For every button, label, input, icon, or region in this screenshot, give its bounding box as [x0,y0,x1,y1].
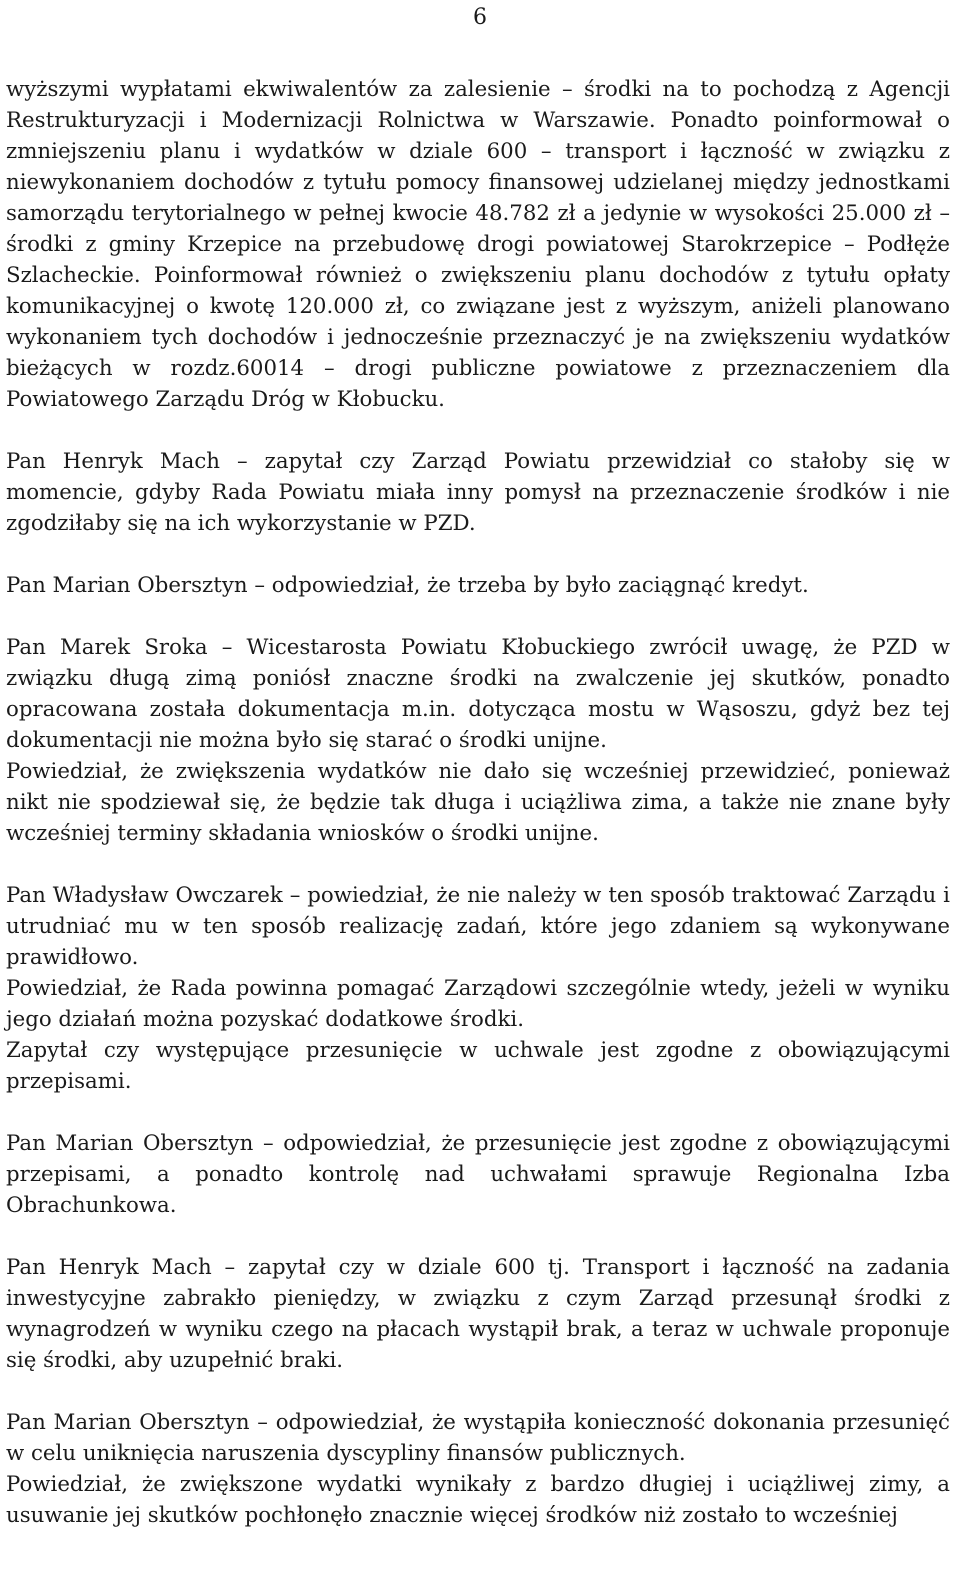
paragraph-wladyslaw-owczarek-continued-1: Powiedział, że Rada powinna pomagać Zarządowi szczególnie wtedy, jeżeli w wyniku jego działań można pozyskać dodatkowe środki. [6,976,950,1032]
paragraph-marian-obersztyn-answer-3: Pan Marian Obersztyn – odpowiedział, że wystąpiła konieczność dokonania przesunięć w celu uniknięcia naruszenia dyscypliny finansów publicznych. [6,1410,950,1466]
paragraph-marek-sroka-remark: Pan Marek Sroka – Wicestarosta Powiatu Kłobuckiego zwrócił uwagę, że PZD w związku długą zimą poniósł znaczne środki na zwalczenie jej skutków, ponadto opracowana została dokumentacja m.in. dotycząca mostu w Wąsoszu, gdyż bez tej dokumentacji nie można było się starać o środki unijne. [6,635,950,753]
paragraph-marian-obersztyn-answer-2: Pan Marian Obersztyn – odpowiedział, że przesunięcie jest zgodne z obowiązującymi przepisami, a ponadto kontrolę nad uchwałami sprawuje Regionalna Izba Obrachunkowa. [6,1131,950,1218]
paragraph-budget-changes: wyższymi wypłatami ekwiwalentów za zalesienie – środki na to pochodzą z Agencji Restrukturyzacji i Modernizacji Rolnictwa w Warszawie. Ponadto poinformował o zmniejszeniu planu i wydatków w dziale 600 – transport i łączność w związku z niewykonaniem dochodów z tytułu pomocy finansowej udzielanej między jednostkami samorządu terytorialnego w pełnej kwocie 48.782 zł a jedynie w wysokości 25.000 zł – środki z gminy Krzepice na przebudowę drogi powiatowej Starokrzepice – Podłęże Szlacheckie. Poinformował również o zwiększeniu planu dochodów z tytułu opłaty komunikacyjnej o kwotę 120.000 zł, co związane jest z wyższym, aniżeli planowano wykonaniem tych dochodów i jednocześnie przeznaczyć je na zwiększeniu wydatków bieżących w rozdz.60014 – drogi publiczne powiatowe z przeznaczeniem dla Powiatowego Zarządu Dróg w Kłobucku. [6,77,950,412]
paragraph-wladyslaw-owczarek-remark: Pan Władysław Owczarek – powiedział, że nie należy w ten sposób traktować Zarządu i utrudniać mu w ten sposób realizację zadań, które jego zdaniem są wykonywane prawidłowo. [6,883,950,970]
paragraph-wladyslaw-owczarek-continued-2: Zapytał czy występujące przesunięcie w uchwale jest zgodne z obowiązującymi przepisami. [6,1038,950,1094]
paragraph-henryk-mach-question-1: Pan Henryk Mach – zapytał czy Zarząd Powiatu przewidział co stałoby się w momencie, gdyby Rada Powiatu miała inny pomysł na przeznaczenie środków i nie zgodziłaby się na ich wykorzystanie w PZD. [6,449,950,536]
paragraph-marek-sroka-continued: Powiedział, że zwiększenia wydatków nie dało się wcześniej przewidzieć, ponieważ nikt nie spodziewał się, że będzie tak długa i uciążliwa zima, a także nie znane były wcześniej terminy składania wniosków o środki unijne. [6,759,950,846]
paragraph-marian-obersztyn-continued: Powiedział, że zwiększone wydatki wynikały z bardzo długiej i uciążliwej zimy, a usuwanie jej skutków pochłonęło znacznie więcej środków niż zostało to wcześniej [6,1472,950,1528]
page-number: 6 [473,5,487,30]
paragraph-henryk-mach-question-2: Pan Henryk Mach – zapytał czy w dziale 600 tj. Transport i łączność na zadania inwestycyjne zabrakło pieniędzy, w związku z czym Zarząd przesunął środki z wynagrodzeń w wyniku czego na płacach wystąpił brak, a teraz w uchwale proponuje się środki, aby uzupełnić braki. [6,1255,950,1373]
paragraph-marian-obersztyn-answer-1: Pan Marian Obersztyn – odpowiedział, że trzeba by było zaciągnąć kredyt. [6,573,809,598]
document-body [6,74,950,1531]
